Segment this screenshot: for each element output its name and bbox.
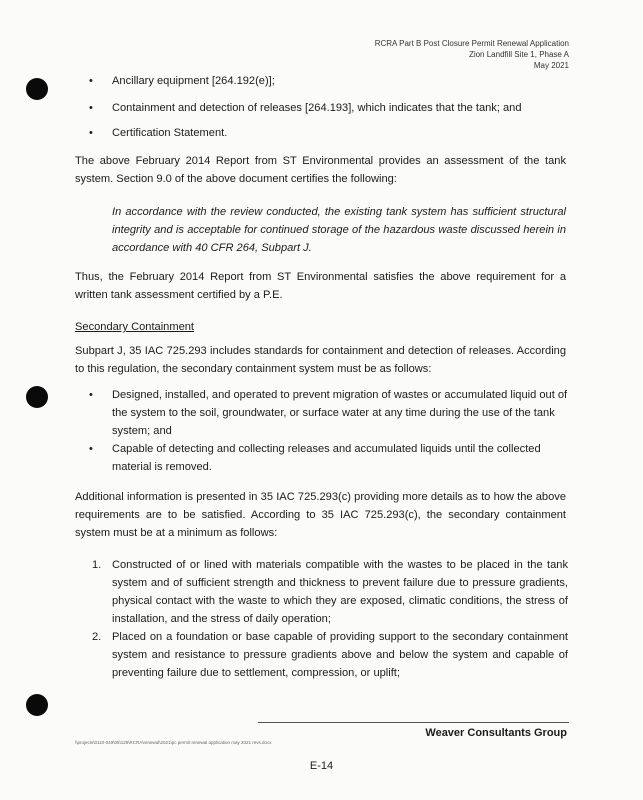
paragraph-subpart-j: Subpart J, 35 IAC 725.293 includes standards for containment and detection of releases. According to this regulation, the secondary containment system must be as follows:	[75, 345, 566, 375]
list-number: 2.	[92, 631, 102, 643]
certification-quote: In accordance with the review conducted, the existing tank system has sufficient structural integrity and is acceptable for continued storage of the hazardous waste discussed herein in accordance with 40 CFR 264, Subpart J.	[112, 206, 566, 254]
numbered-item: Placed on a foundation or base capable of providing support to the secondary containment system and resistance to pressure gradients above and below the system and capable of preventing failure due to settlement, compression, or uplift;	[112, 631, 568, 679]
bullet-icon: •	[89, 75, 93, 87]
section-heading: Secondary Containment	[75, 321, 195, 333]
bullet-item: Certification Statement.	[112, 127, 228, 139]
binder-hole-middle	[26, 386, 48, 408]
footer-divider	[258, 722, 569, 723]
company-name: Weaver Consultants Group	[425, 727, 567, 739]
bullet-item: Designed, installed, and operated to prevent migration of wastes or accumulated liquid out of the system to the soil, groundwater, or surface water at any time during the use of the tank system; and	[112, 389, 568, 437]
bullet-icon: •	[89, 389, 93, 401]
header-title: RCRA Part B Post Closure Permit Renewal Application	[374, 39, 569, 48]
bullet-icon: •	[89, 102, 93, 114]
bullet-icon: •	[89, 127, 93, 139]
bullet-icon: •	[89, 443, 93, 455]
numbered-item: Constructed of or lined with materials compatible with the wastes to be placed in the tank system and of sufficient strength and thickness to prevent failure due to pressure gradients, physical contact with the waste to which they are exposed, climatic conditions, the stress of installation, and the stress of daily operation;	[112, 559, 568, 625]
bullet-item: Ancillary equipment [264.192(e)];	[112, 75, 275, 87]
page-header	[375, 38, 569, 71]
bullet-item: Capable of detecting and collecting releases and accumulated liquids until the collected material is removed.	[112, 443, 541, 473]
binder-hole-top	[26, 78, 48, 100]
header-date: May 2021	[533, 61, 569, 70]
file-path: \\projects\0110-049\05\125\RCRA\renewal\2021\pc permit renewal application may 2021 revs.docx	[75, 740, 272, 745]
paragraph-assessment: The above February 2014 Report from ST Environmental provides an assessment of the tank system. Section 9.0 of the above document certifies the following:	[75, 155, 566, 185]
bullet-item: Containment and detection of releases [264.193], which indicates that the tank; and	[112, 102, 522, 114]
binder-hole-bottom	[26, 694, 48, 716]
header-site: Zion Landfill Site 1, Phase A	[468, 50, 569, 59]
list-number: 1.	[92, 559, 102, 571]
paragraph-conclusion: Thus, the February 2014 Report from ST Environmental satisfies the above requirement for a written tank assessment certified by a P.E.	[75, 271, 566, 301]
paragraph-additional-info: Additional information is presented in 35 IAC 725.293(c) providing more details as to how the above requirements are to be satisfied. According to 35 IAC 725.293(c), the secondary containment system must be at a minimum as follows:	[75, 491, 566, 539]
page-number: E-14	[309, 760, 334, 772]
